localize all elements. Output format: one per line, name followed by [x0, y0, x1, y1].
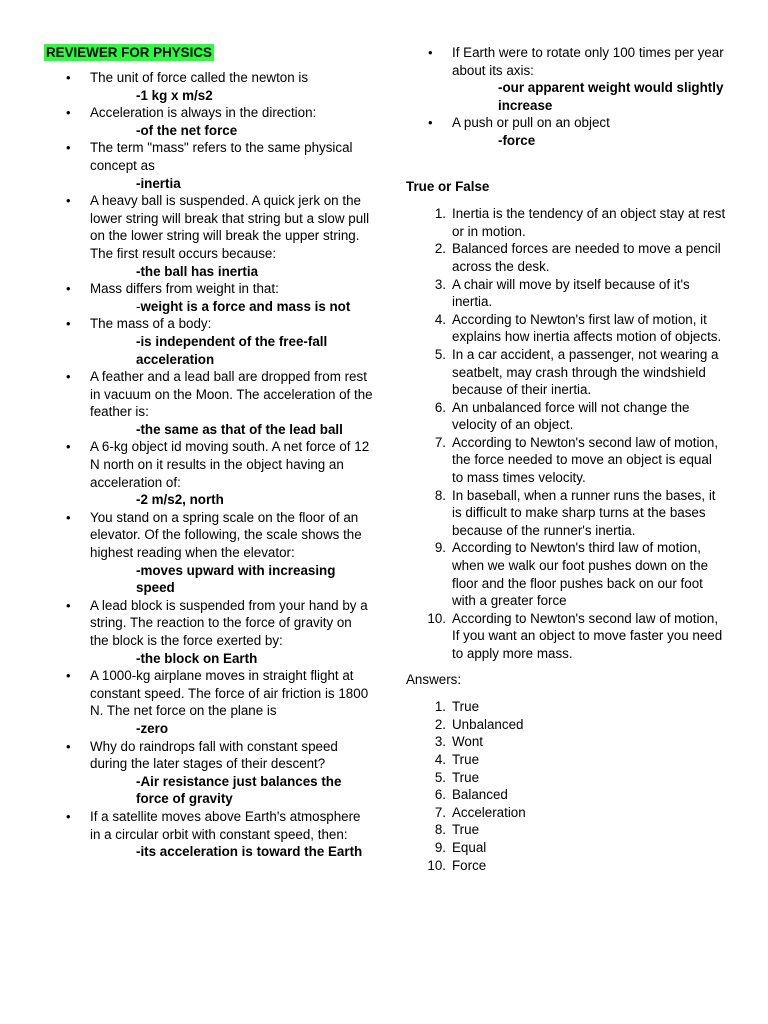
- question-item: [44, 509, 374, 597]
- answer-item: [406, 733, 726, 751]
- item-number: 10.: [427, 857, 446, 873]
- question-text: A 1000-kg airplane moves in straight flight at constant speed. The force of air friction is 1800 N. The net force on the plane is: [90, 668, 369, 719]
- question-item: [44, 738, 374, 808]
- answer-text: [90, 720, 374, 738]
- answer-text: [452, 79, 726, 114]
- answer-value: -the same as that of the lead ball: [136, 421, 343, 437]
- answer-text: [90, 263, 374, 281]
- true-false-item-text: According to Newton's third law of motion, when we walk our foot pushes down on the floor and the floor pushes back on our foot with a greater force: [452, 540, 709, 609]
- answer-item: [406, 821, 726, 839]
- true-false-item-text: According to Newton's first law of motion, it explains how inertia affects motion of objects.: [452, 311, 722, 345]
- question-item: [44, 280, 374, 315]
- answer-value: -inertia: [136, 175, 181, 191]
- item-number: 7.: [434, 804, 446, 820]
- question-item: [44, 192, 374, 280]
- answer-text: [90, 421, 374, 439]
- answer-text: [452, 132, 726, 150]
- true-false-item-text: Inertia is the tendency of an object stay at rest or in motion.: [452, 206, 726, 239]
- true-false-heading: True or False: [406, 178, 490, 194]
- right-column: [406, 44, 726, 874]
- answer-value: -the ball has inertia: [136, 263, 259, 279]
- question-text: The unit of force called the newton is: [90, 70, 309, 85]
- answer-text: [90, 773, 374, 808]
- answer-value: -the block on Earth: [136, 650, 258, 666]
- item-number: 6.: [434, 399, 446, 415]
- answer-value: -1 kg x m/s2: [136, 87, 213, 103]
- item-number: 8.: [434, 822, 446, 838]
- answer-value: -of the net force: [136, 122, 238, 138]
- answer-value: -Air resistance just balances the force of gravity: [136, 773, 342, 807]
- left-question-list: [44, 69, 374, 861]
- item-number: 3.: [434, 734, 446, 750]
- true-false-item: [406, 434, 726, 487]
- answer-item: [406, 716, 726, 734]
- answer-item: [406, 839, 726, 857]
- question-item: [44, 438, 374, 508]
- item-number: 1.: [434, 699, 446, 715]
- answer-item-text: Unbalanced: [452, 716, 524, 732]
- question-item: [44, 808, 374, 861]
- answer-value: -its acceleration is toward the Earth: [136, 844, 363, 860]
- item-number: 10.: [427, 610, 446, 626]
- item-number: 5.: [434, 769, 446, 785]
- answer-item-text: Equal: [452, 839, 487, 855]
- true-false-item-text: According to Newton's second law of motion, the force needed to move an object is equal to mass times velocity.: [452, 434, 719, 486]
- question-text: A lead block is suspended from your hand by a string. The reaction to the force of gravity on the block is the force exerted by:: [90, 597, 368, 648]
- item-number: 1.: [434, 206, 446, 222]
- question-item: [44, 597, 374, 667]
- question-text: You stand on a spring scale on the floor of an elevator. Of the following, the scale shows the highest reading when the elevator:: [90, 509, 362, 561]
- question-item: [44, 139, 374, 192]
- answer-item-text: Force: [452, 857, 487, 873]
- answer-item: [406, 751, 726, 769]
- document-title: REVIEWER FOR PHYSICS: [46, 45, 212, 60]
- item-number: 4.: [434, 311, 446, 327]
- answer-text: [90, 298, 374, 316]
- question-text: Why do raindrops fall with constant speed during the later stages of their descent?: [90, 738, 338, 772]
- answer-lead: -: [136, 298, 141, 314]
- answer-item: [406, 698, 726, 716]
- item-number: 9.: [434, 540, 446, 556]
- right-question-list: [406, 44, 726, 150]
- answer-value: -zero: [136, 720, 168, 736]
- question-item: [44, 69, 374, 104]
- true-false-item: [406, 311, 726, 346]
- answer-item-text: True: [452, 769, 480, 785]
- true-false-item: [406, 487, 726, 540]
- question-text: The mass of a body:: [90, 316, 212, 332]
- answer-item-text: True: [452, 751, 480, 767]
- answer-item: [406, 804, 726, 822]
- item-number: 7.: [434, 434, 446, 450]
- true-false-item: [406, 539, 726, 609]
- item-number: 9.: [434, 839, 446, 855]
- true-false-item: [406, 610, 726, 663]
- answer-item: [406, 769, 726, 787]
- question-item: [44, 667, 374, 737]
- answer-value: -2 m/s2, north: [136, 492, 224, 508]
- question-text: Acceleration is always in the direction:: [90, 105, 317, 121]
- item-number: 8.: [434, 487, 446, 503]
- true-false-item: [406, 240, 726, 275]
- answer-item-text: Balanced: [452, 787, 508, 803]
- answer-item-text: True: [452, 699, 480, 715]
- answer-text: [90, 843, 374, 861]
- left-column: [44, 44, 374, 861]
- answer-text: [90, 333, 374, 368]
- question-text: A push or pull on an object: [452, 115, 610, 131]
- question-text: Mass differs from weight in that:: [90, 281, 279, 297]
- item-number: 6.: [434, 787, 446, 803]
- true-false-item-text: Balanced forces are needed to move a pencil across the desk.: [452, 241, 721, 274]
- answer-text: [90, 87, 374, 105]
- question-item: [44, 315, 374, 368]
- answer-item-text: Wont: [452, 734, 484, 750]
- question-text: A heavy ball is suspended. A quick jerk on the lower string will break that string but a slow pull on the lower string will break the upper string. The first result occurs because:: [90, 193, 370, 261]
- answer-value: weight is a force and mass is not: [140, 298, 351, 314]
- item-number: 2.: [434, 716, 446, 732]
- true-false-item-text: In a car accident, a passenger, not wearing a seatbelt, may crash through the windshield because of their inertia.: [452, 346, 719, 398]
- answers-heading: Answers:: [406, 671, 462, 687]
- true-false-list: [406, 205, 726, 662]
- answer-value: -force: [498, 132, 536, 148]
- question-item: [44, 368, 374, 438]
- true-false-item-text: According to Newton's second law of motion, If you want an object to move faster you need to apply more mass.: [452, 610, 723, 661]
- true-false-item: [406, 205, 726, 240]
- question-text: A 6-kg object id moving south. A net force of 12 N north on it results in the object having an acceleration of:: [90, 439, 370, 490]
- answers-list: [406, 698, 726, 874]
- question-text: The term "mass" refers to the same physical concept as: [90, 140, 353, 173]
- true-false-item: [406, 346, 726, 399]
- answer-value: -moves upward with increasing speed: [136, 562, 336, 596]
- answer-text: [90, 650, 374, 668]
- question-text: If Earth were to rotate only 100 times per year about its axis:: [452, 45, 724, 78]
- item-number: 2.: [434, 241, 446, 257]
- true-false-item-text: In baseball, when a runner runs the bases, it is difficult to make sharp turns at the bases because of the runner's inertia.: [452, 487, 716, 538]
- question-item: [44, 104, 374, 139]
- item-number: 3.: [434, 276, 446, 292]
- true-false-item-text: An unbalanced force will not change the velocity of an object.: [452, 399, 690, 433]
- item-number: 4.: [434, 751, 446, 767]
- answer-item-text: Acceleration: [452, 804, 526, 820]
- answer-value: -is independent of the free-fall acceleration: [136, 333, 328, 367]
- answer-item-text: True: [452, 822, 480, 838]
- answer-text: [90, 491, 374, 509]
- question-text: A feather and a lead ball are dropped from rest in vacuum on the Moon. The acceleration of the feather is:: [90, 369, 373, 420]
- answer-item: [406, 786, 726, 804]
- item-number: 5.: [434, 346, 446, 362]
- question-item: [406, 114, 726, 149]
- answer-text: [90, 562, 374, 597]
- question-text: If a satellite moves above Earth's atmosphere in a circular orbit with constant speed, then:: [90, 808, 361, 842]
- answer-text: [90, 175, 374, 193]
- question-item: [406, 44, 726, 114]
- answer-value: -our apparent weight would slightly increase: [498, 80, 724, 113]
- true-false-item: [406, 276, 726, 311]
- true-false-item: [406, 399, 726, 434]
- answer-item: [406, 857, 726, 875]
- true-false-item-text: A chair will move by itself because of it's inertia.: [452, 276, 690, 310]
- answer-text: [90, 122, 374, 140]
